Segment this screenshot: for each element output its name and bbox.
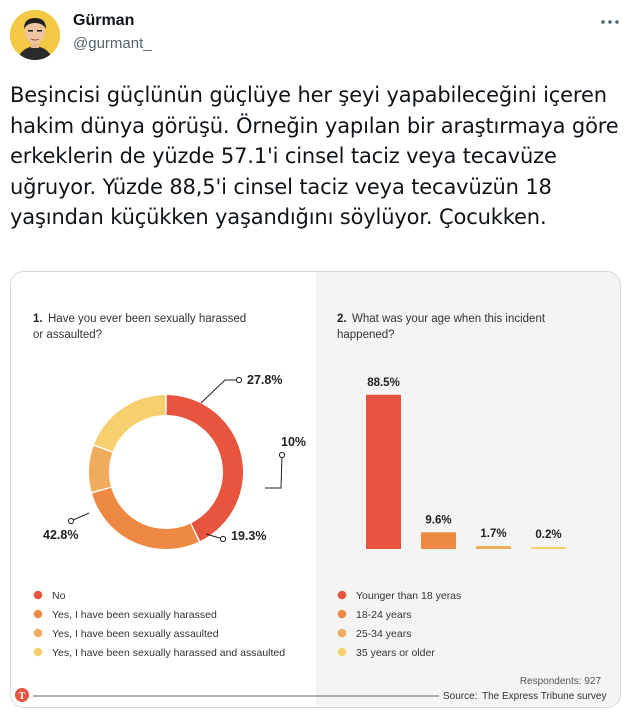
legend-swatch-2 — [34, 610, 43, 619]
legend-label-4: Yes, I have been sexually harassed and assaulted — [52, 647, 286, 659]
q1-number: 1. — [33, 313, 43, 325]
bar-3 — [476, 546, 511, 549]
author-handle[interactable]: @gurmant_ — [73, 35, 152, 52]
legend-swatch-1 — [34, 591, 43, 600]
bar-1 — [366, 395, 401, 549]
legend-label-1: Younger than 18 yeras — [356, 590, 462, 602]
tribune-logo-letter: T — [18, 691, 26, 702]
respondents-count: Respondents: 927 — [519, 676, 601, 687]
q2-line1: What was your age when this incident — [352, 313, 546, 325]
legend-swatch-1 — [338, 591, 347, 600]
author-name[interactable]: Gürman — [73, 12, 135, 29]
bar-2 — [421, 532, 456, 549]
legend-label-4: 35 years or older — [356, 647, 435, 659]
bar-label-4: 0.2% — [535, 529, 562, 541]
tweet-header — [0, 0, 635, 70]
donut-leader-dot-1 — [236, 377, 241, 382]
donut-label-4: 42.8% — [43, 528, 79, 542]
legend-swatch-4 — [34, 648, 43, 657]
legend-label-3: 25-34 years — [356, 628, 412, 640]
q2-number: 2. — [337, 313, 347, 325]
legend-label-3: Yes, I have been sexually assaulted — [52, 628, 219, 640]
legend-label-2: 18-24 years — [356, 609, 412, 621]
avatar[interactable] — [10, 10, 60, 60]
legend-label-2: Yes, I have been sexually harassed — [52, 609, 217, 621]
bar-label-1: 88.5% — [367, 376, 400, 389]
more-icon[interactable] — [599, 14, 621, 30]
media-card[interactable] — [10, 271, 621, 708]
donut-slice-3 — [89, 446, 112, 492]
donut-leader-dot-2 — [279, 452, 284, 457]
legend-swatch-2 — [338, 610, 347, 619]
avatar-portrait — [10, 10, 60, 60]
q2-line2: happened? — [337, 329, 395, 341]
source-label: Source: — [443, 691, 478, 702]
donut-hole — [110, 416, 222, 528]
legend-swatch-3 — [338, 629, 347, 638]
donut-leader-dot-4 — [68, 518, 73, 523]
bar-label-2: 9.6% — [425, 514, 452, 527]
survey-infographic — [11, 272, 621, 708]
q1-line2: or assaulted? — [33, 329, 103, 341]
legend-label-1: No — [52, 590, 66, 602]
donut-label-2: 10% — [281, 435, 307, 449]
bar-4 — [531, 547, 566, 549]
legend-swatch-4 — [338, 648, 347, 657]
donut-label-1: 27.8% — [247, 373, 283, 387]
q1-line1: Have you ever been sexually harassed — [48, 313, 247, 325]
donut-leader-dot-3 — [220, 536, 225, 541]
legend-swatch-3 — [34, 629, 43, 638]
source-value: The Express Tribune survey — [482, 691, 607, 702]
donut-label-3: 19.3% — [231, 529, 267, 543]
bar-label-3: 1.7% — [480, 528, 507, 541]
tweet-text: Beşincisi güçlünün güçlüye her şeyi yapabileceğini içeren hakim dünya görüşü. Örneğin yapılan bir araştırmaya göre erkeklerin de yüzde 57.1'i cinsel taciz veya tecavüze uğruyor. Yüzde 88,5'i cinsel taciz veya tecavüzün 18 yaşından küçükken yaşandığını söylüyor. Çocukken. — [10, 83, 619, 229]
